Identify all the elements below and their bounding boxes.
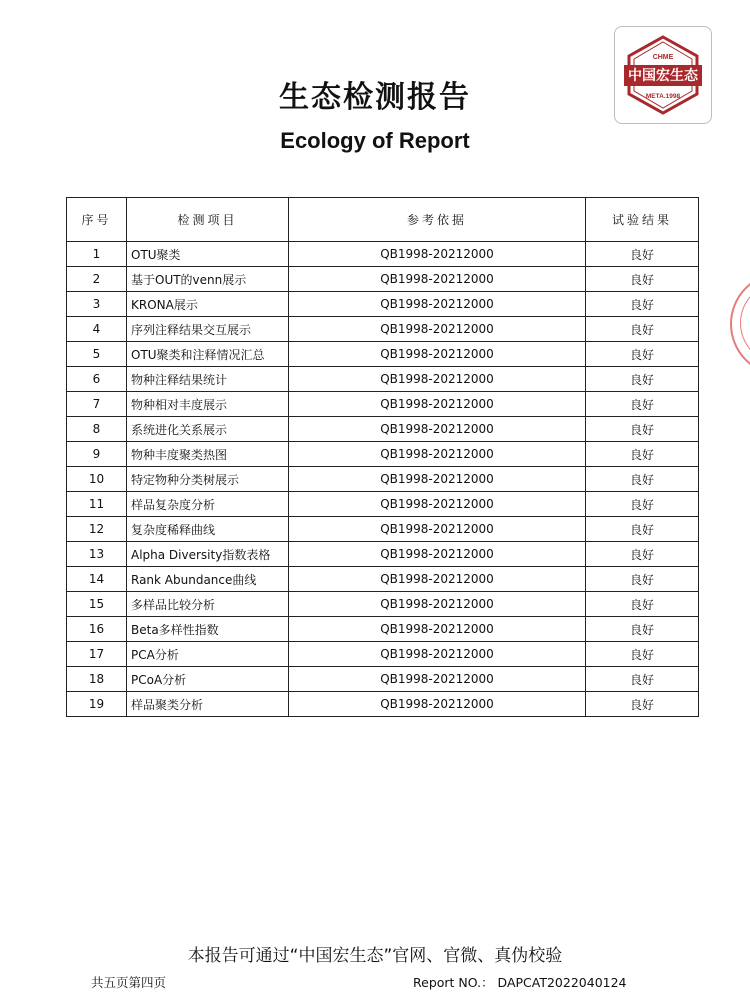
row-index: 11 — [67, 492, 127, 517]
table-row — [67, 417, 699, 442]
row-result: 良好 — [586, 567, 699, 592]
row-basis: QB1998-20212000 — [289, 342, 586, 367]
table-row — [67, 292, 699, 317]
row-item: OTU聚类和注释情况汇总 — [127, 342, 289, 367]
row-basis: QB1998-20212000 — [289, 692, 586, 717]
row-result: 良好 — [586, 542, 699, 567]
row-result: 良好 — [586, 417, 699, 442]
logo-top-text: CHME — [652, 54, 674, 61]
row-index: 5 — [67, 342, 127, 367]
row-item: PCoA分析 — [127, 667, 289, 692]
row-index: 2 — [67, 267, 127, 292]
row-basis: QB1998-20212000 — [289, 567, 586, 592]
row-item: Alpha Diversity指数表格 — [127, 542, 289, 567]
row-result: 良好 — [586, 317, 699, 342]
table-row — [67, 342, 699, 367]
report-title: 生态检测报告 — [279, 80, 471, 115]
table-row — [67, 267, 699, 292]
table-row — [67, 542, 699, 567]
row-index: 7 — [67, 392, 127, 417]
report-subtitle: Ecology of Report — [280, 128, 470, 153]
row-item: PCA分析 — [127, 642, 289, 667]
row-item: 样品聚类分析 — [127, 692, 289, 717]
table-row — [67, 517, 699, 542]
row-index: 13 — [67, 542, 127, 567]
row-basis: QB1998-20212000 — [289, 592, 586, 617]
row-result: 良好 — [586, 517, 699, 542]
row-result: 良好 — [586, 267, 699, 292]
row-item: Beta多样性指数 — [127, 617, 289, 642]
red-seal-stamp — [730, 272, 750, 376]
row-item: 物种丰度聚类热图 — [127, 442, 289, 467]
table-row — [67, 242, 699, 267]
table-row — [67, 592, 699, 617]
row-result: 良好 — [586, 642, 699, 667]
row-index: 14 — [67, 567, 127, 592]
row-index: 10 — [67, 467, 127, 492]
row-index: 18 — [67, 667, 127, 692]
row-result: 良好 — [586, 342, 699, 367]
table-row — [67, 642, 699, 667]
row-basis: QB1998-20212000 — [289, 242, 586, 267]
row-basis: QB1998-20212000 — [289, 417, 586, 442]
row-basis: QB1998-20212000 — [289, 467, 586, 492]
row-result: 良好 — [586, 442, 699, 467]
logo-main-text: 中国宏生态 — [628, 68, 698, 84]
row-basis: QB1998-20212000 — [289, 442, 586, 467]
table-row — [67, 667, 699, 692]
row-result: 良好 — [586, 392, 699, 417]
row-item: 物种注释结果统计 — [127, 367, 289, 392]
header-item: 检测项目 — [127, 198, 289, 242]
row-result: 良好 — [586, 292, 699, 317]
row-index: 15 — [67, 592, 127, 617]
row-result: 良好 — [586, 467, 699, 492]
row-item: 样品复杂度分析 — [127, 492, 289, 517]
table-row — [67, 317, 699, 342]
row-index: 17 — [67, 642, 127, 667]
table-header-row — [67, 198, 699, 242]
table-row — [67, 692, 699, 717]
report-number: Report NO.： DAPCAT2022040124 — [413, 975, 627, 990]
row-basis: QB1998-20212000 — [289, 392, 586, 417]
row-item: 复杂度稀释曲线 — [127, 517, 289, 542]
row-item: OTU聚类 — [127, 242, 289, 267]
table-row — [67, 492, 699, 517]
row-basis: QB1998-20212000 — [289, 517, 586, 542]
table-row — [67, 567, 699, 592]
row-index: 4 — [67, 317, 127, 342]
row-item: 基于OUT的venn展示 — [127, 267, 289, 292]
header-result: 试验结果 — [586, 198, 699, 242]
row-basis: QB1998-20212000 — [289, 367, 586, 392]
row-index: 16 — [67, 617, 127, 642]
row-basis: QB1998-20212000 — [289, 292, 586, 317]
row-basis: QB1998-20212000 — [289, 267, 586, 292]
row-result: 良好 — [586, 592, 699, 617]
row-result: 良好 — [586, 617, 699, 642]
row-item: KRONA展示 — [127, 292, 289, 317]
row-item: 序列注释结果交互展示 — [127, 317, 289, 342]
row-result: 良好 — [586, 667, 699, 692]
row-basis: QB1998-20212000 — [289, 642, 586, 667]
row-basis: QB1998-20212000 — [289, 542, 586, 567]
row-basis: QB1998-20212000 — [289, 667, 586, 692]
page-indicator: 共五页第四页 — [91, 975, 167, 990]
row-result: 良好 — [586, 367, 699, 392]
row-result: 良好 — [586, 242, 699, 267]
row-index: 3 — [67, 292, 127, 317]
row-result: 良好 — [586, 692, 699, 717]
row-item: 系统进化关系展示 — [127, 417, 289, 442]
logo-bottom-text: META.1998 — [645, 93, 681, 100]
row-index: 1 — [67, 242, 127, 267]
row-basis: QB1998-20212000 — [289, 492, 586, 517]
header-basis: 参考依据 — [289, 198, 586, 242]
row-basis: QB1998-20212000 — [289, 317, 586, 342]
row-index: 19 — [67, 692, 127, 717]
row-item: 物种相对丰度展示 — [127, 392, 289, 417]
table-row — [67, 442, 699, 467]
row-index: 9 — [67, 442, 127, 467]
row-index: 12 — [67, 517, 127, 542]
table-row — [67, 367, 699, 392]
results-table — [66, 197, 699, 717]
row-index: 6 — [67, 367, 127, 392]
table-row — [67, 392, 699, 417]
row-result: 良好 — [586, 492, 699, 517]
header-index: 序号 — [67, 198, 127, 242]
row-index: 8 — [67, 417, 127, 442]
row-item: Rank Abundance曲线 — [127, 567, 289, 592]
table-row — [67, 467, 699, 492]
row-item: 特定物种分类树展示 — [127, 467, 289, 492]
row-item: 多样品比较分析 — [127, 592, 289, 617]
row-basis: QB1998-20212000 — [289, 617, 586, 642]
table-row — [67, 617, 699, 642]
verification-note: 本报告可通过“中国宏生态”官网、官微、真伪校验 — [187, 946, 563, 966]
